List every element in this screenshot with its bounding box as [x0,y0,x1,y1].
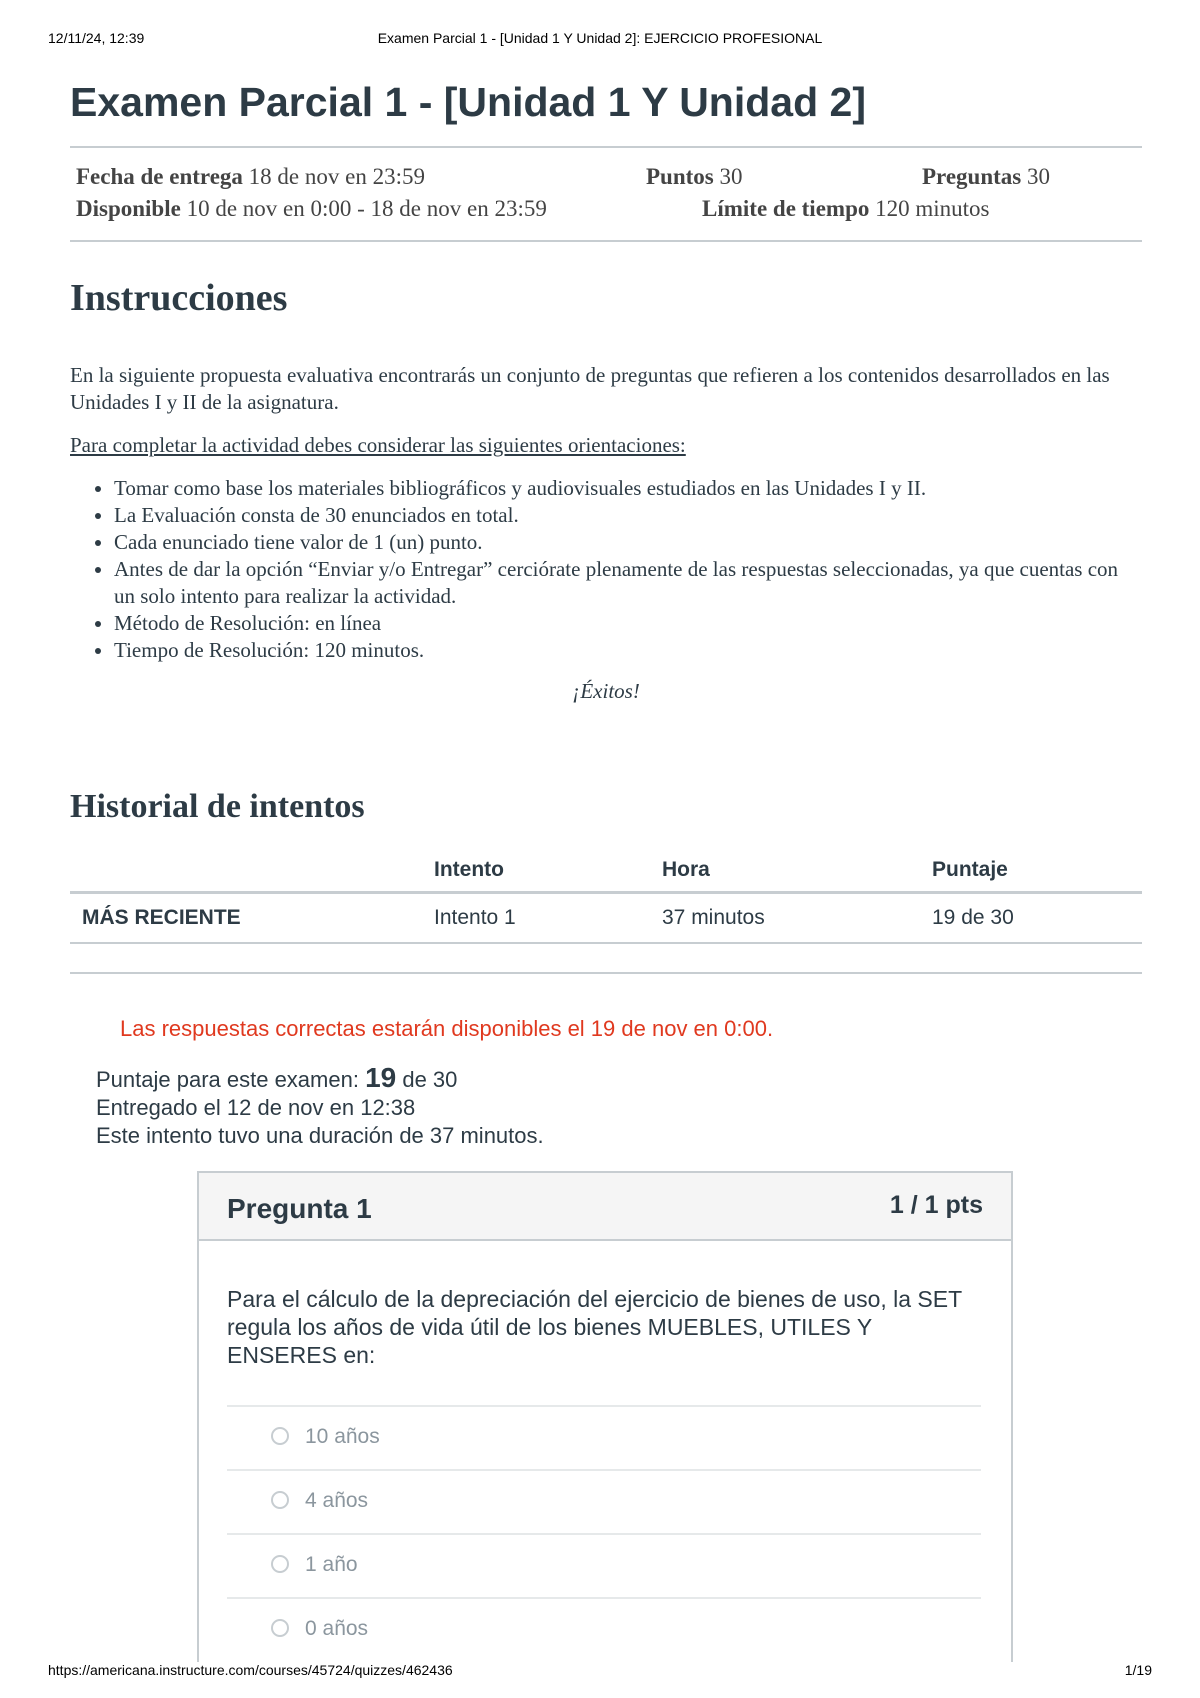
page-title: Examen Parcial 1 - [Unidad 1 Y Unidad 2] [70,70,1142,148]
time-limit [702,196,989,222]
due-date-label: Fecha de entrega [76,164,243,189]
print-doc-title: Examen Parcial 1 - [Unidad 1 Y Unidad 2]: EJERCICIO PROFESIONAL [377,30,823,46]
table-row [70,893,1142,944]
quiz-details [70,148,1142,242]
answers-availability-notice: Las respuestas correctas estarán disponibles el 19 de nov en 0:00. [120,1016,774,1041]
answer-label: 0 años [305,1617,369,1640]
question-1 [197,1171,1013,1662]
question-text: Para el cálculo de la depreciación del ejercicio de bienes de uso, la SET regula los años de vida útil de los bienes MUEBLES, UTILES Y ENSERES en: [227,1286,962,1368]
history-title: Historial de intentos [70,788,365,825]
question-header [199,1173,1011,1241]
answer-option[interactable] [227,1469,981,1533]
list-item: • Método de Resolución: en línea [114,610,1142,637]
print-datetime: 12/11/24, 12:39 [48,30,145,46]
attempt-link[interactable]: Intento 1 [434,893,662,944]
questions-label: Preguntas [922,164,1022,189]
column-header: Intento [434,849,662,893]
time-limit-value: 120 minutos [875,196,990,221]
closing-message: ¡Éxitos! [572,679,640,703]
answer-option[interactable] [227,1533,981,1597]
question-name: Pregunta 1 [227,1193,372,1224]
score-suffix: de 30 [396,1067,458,1092]
table-header-row [70,849,1142,893]
instructions-intro: En la siguiente propuesta evaluativa encontrarás un conjunto de preguntas que refieren a los contenidos desarrollados en las Unidades I y II de la asignatura. [70,363,1110,414]
answer-option[interactable] [227,1597,981,1661]
list-item: • Tiempo de Resolución: 120 minutos. [114,637,1142,664]
print-url: https://americana.instructure.com/courses/45724/quizzes/462436 [48,1662,453,1678]
questions-count [922,164,1050,190]
answer-label: 10 años [305,1425,380,1448]
instructions-title: Instrucciones [70,277,288,319]
points-value: 30 [719,164,743,189]
list-item: • La Evaluación consta de 30 enunciados en total. [114,502,1142,529]
attempt-duration: Este intento tuvo una duración de 37 minutos. [96,1123,544,1148]
available-value: 10 de nov en 0:00 - 18 de nov en 23:59 [186,196,547,221]
attempt-history-table [70,849,1142,944]
answer-label: 1 año [305,1553,358,1576]
list-item: • Tomar como base los materiales bibliográficos y audiovisuales estudiados en las Unidades I y II. [114,475,1142,502]
print-footer [48,1662,1152,1682]
radio-button[interactable] [271,1619,289,1637]
quiz-content [70,70,1142,1150]
due-date-value: 18 de nov en 23:59 [248,164,425,189]
answer-list [227,1405,981,1661]
radio-button[interactable] [271,1427,289,1445]
divider [70,972,1142,974]
time-limit-label: Límite de tiempo [702,196,870,221]
questions-value: 30 [1027,164,1050,189]
list-item: • Antes de dar la opción “Enviar y/o Entregar” cerciórate plenamente de las respuestas seleccionadas, ya que cuentas con un solo intento para realizar la actividad. [114,556,1142,610]
column-header [70,849,434,893]
page-number: 1/19 [1124,1662,1152,1678]
print-header [48,30,1152,50]
availability [76,196,547,222]
column-header: Puntaje [932,849,1142,893]
answer-option[interactable] [227,1405,981,1469]
score-prefix: Puntaje para este examen: [96,1067,366,1092]
radio-button[interactable] [271,1555,289,1573]
question-points: 1 / 1 pts [889,1191,983,1219]
attempt-score: 19 de 30 [932,893,1142,944]
list-item: • Cada enunciado tiene valor de 1 (un) punto. [114,529,1142,556]
score-value: 19 [365,1062,397,1093]
column-header: Hora [662,849,932,893]
recent-label: MÁS RECIENTE [70,893,434,944]
instructions [70,362,1142,705]
available-label: Disponible [76,196,181,221]
points-label: Puntos [646,164,714,189]
attempt-time: 37 minutos [662,893,932,944]
orientation-heading: Para completar la actividad debes considerar las siguientes orientaciones: [70,433,686,457]
radio-button[interactable] [271,1491,289,1509]
instructions-list [70,475,1142,664]
submitted-date: Entregado el 12 de nov en 12:38 [96,1095,416,1120]
due-date [76,164,425,190]
points [646,164,743,190]
answer-label: 4 años [305,1489,369,1512]
score-summary [96,1064,1142,1150]
score-line [96,1064,1142,1094]
